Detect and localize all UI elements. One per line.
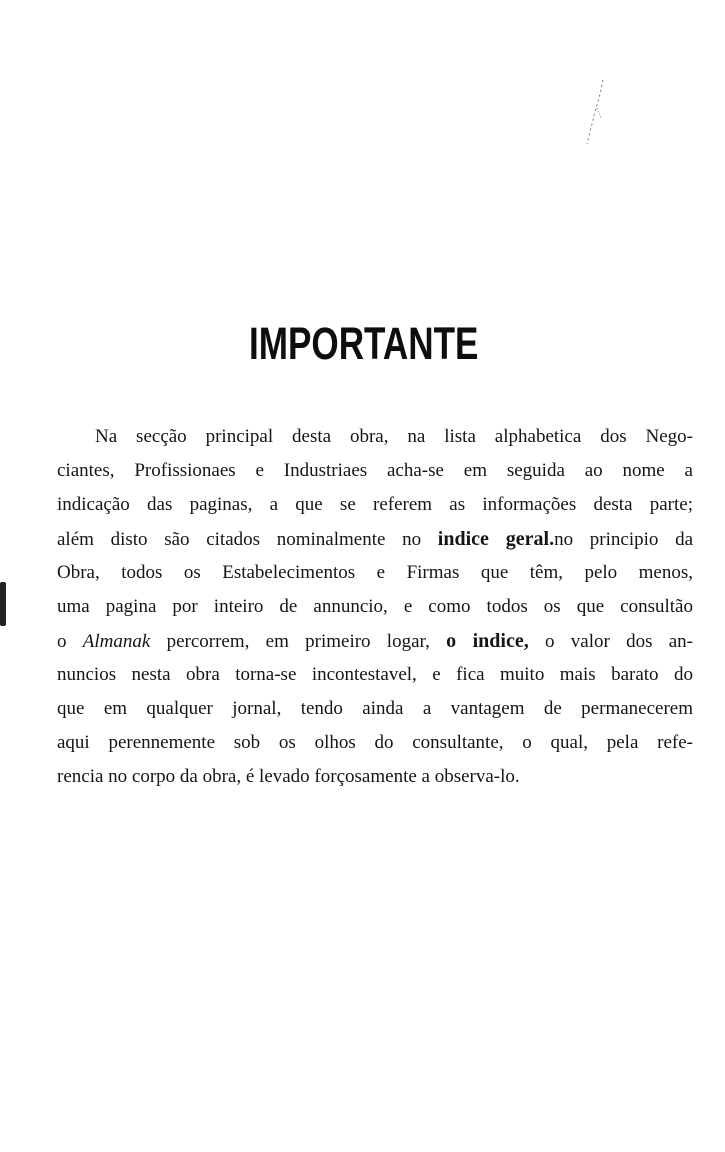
margin-pencil-mark [585,78,615,148]
paragraph-line: nuncios nesta obra torna-se incontestavel, e fica muito mais barato do [57,664,693,685]
paragraph-line: rencia no corpo da obra, é levado forçosamente a observa-lo. [57,766,520,787]
paragraph-line: indicação das paginas, a que se referem as informações desta parte; [57,494,693,515]
margin-ink-mark [0,582,6,626]
paragraph-line [57,624,693,658]
paragraph-line: ciantes, Profissionaes e Industriaes acha-se em seguida ao nome a [57,460,693,481]
line-text: o valor dos an- [528,631,693,652]
notice-paragraph [57,420,693,794]
line-text: percorrem, em primeiro logar, [150,631,447,652]
paragraph-line: uma pagina por inteiro de annuncio, e como todos os que consultão [57,596,693,617]
line-text: além disto são citados nominalmente no [57,529,438,550]
paragraph-line [57,522,693,556]
page-title: IMPORTANTE [248,318,479,369]
line-text: no principio da [554,529,693,550]
indice-emphasis: o indice, [446,630,529,652]
indice-geral-emphasis: indice geral. [437,528,555,550]
line-text: o [57,631,83,652]
paragraph-line: aqui perennemente sob os olhos do consultante, o qual, pela refe- [57,732,693,753]
paragraph-line: Obra, todos os Estabelecimentos e Firmas que têm, pelo menos, [57,562,693,583]
almanak-italic: Almanak [82,631,151,652]
paragraph-line: que em qualquer jornal, tendo ainda a vantagem de permanecerem [57,698,693,719]
paragraph-line: Na secção principal desta obra, na lista alphabetica dos Nego- [95,426,693,447]
